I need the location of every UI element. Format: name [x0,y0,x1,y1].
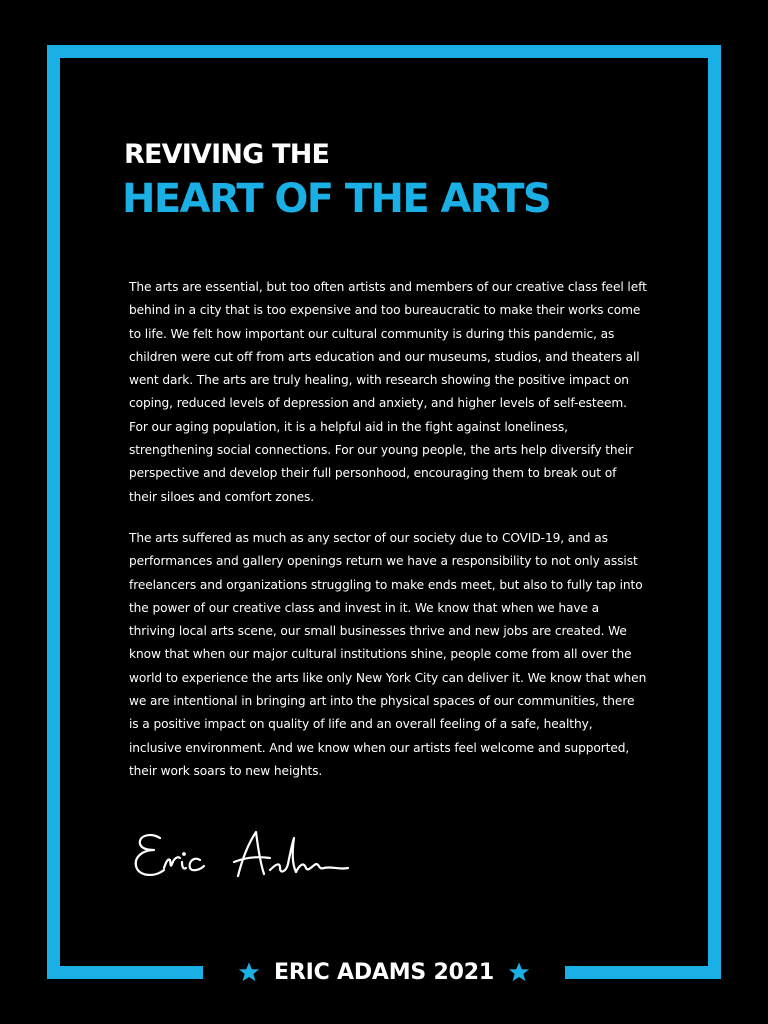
body-paragraph-2: The arts suffered as much as any sector of our society due to COVID-19, and as performances and gallery openings return we have a responsibility to not only assist freelancers and organizations struggling to make ends meet, but also to fully tap into the power of our creative class and invest in it. We know that when we have a thriving local arts scene, our small businesses thrive and new jobs are created. We know that when our major cultural institutions shine, people come from all over the world to experience the arts like only New York City can deliver it. We know that when we are intentional in bringing art into the physical spaces of our communities, there is a positive impact on quality of life and an overall feeling of a safe, healthy, inclusive environment. And we know when our artists feel welcome and supported, their work soars to new heights. [129,531,647,778]
star-icon [238,961,260,983]
signature-image [130,824,355,888]
star-icon [508,961,530,983]
footer-text: ERIC ADAMS 2021 [274,959,494,985]
body-paragraph-1: The arts are essential, but too often artists and members of our creative class feel left behind in a city that is too expensive and too bureaucratic to make their works come to life. We felt how important our cultural community is during this pandemic, as children were cut off from arts education and our museums, studios, and theaters all went dark. The arts are truly healing, with research showing the positive impact on coping, reduced levels of depression and anxiety, and higher levels of self-esteem. For our aging population, it is a helpful aid in the fight against loneliness, strengthening social connections. For our young people, the arts help diversify their perspective and develop their full personhood, encouraging them to break out of their siloes and comfort zones. [129,280,647,504]
title-line-2: HEART OF THE ARTS [122,176,551,222]
title-line-1: REVIVING THE [124,139,330,170]
footer-banner [203,952,565,992]
